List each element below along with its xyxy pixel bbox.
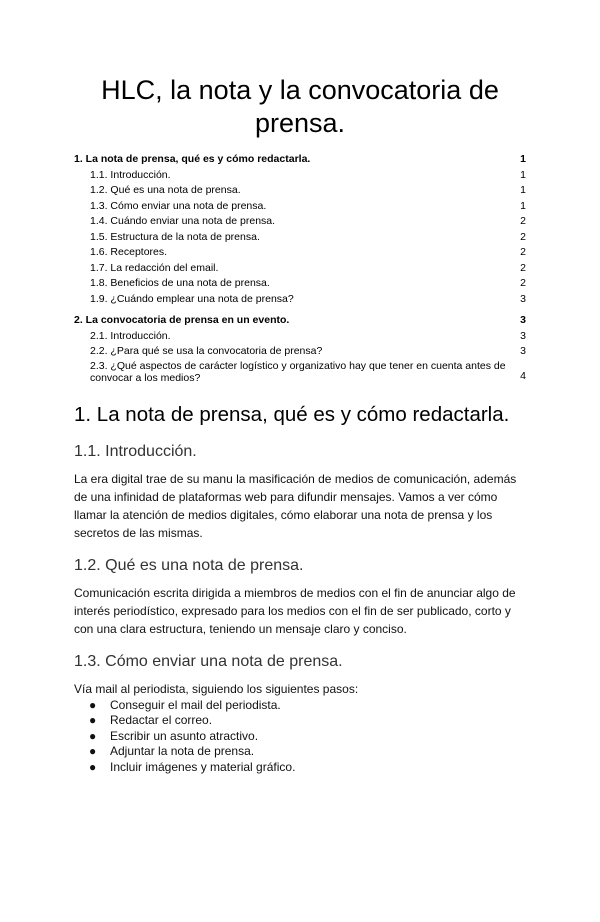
toc-entry-page: 1 [520, 199, 526, 212]
toc-entry-1-8[interactable] [74, 276, 526, 292]
toc-entry-page: 3 [520, 345, 526, 357]
toc-entry-1-9[interactable] [74, 292, 526, 308]
toc-entry-2-3[interactable] [74, 360, 526, 385]
heading-section-1: 1. La nota de prensa, qué es y cómo redactarla. [74, 402, 510, 426]
toc-entry-2-2[interactable] [74, 344, 526, 360]
toc-entry-page: 4 [520, 370, 526, 382]
toc-entry-page: 2 [520, 277, 526, 289]
toc-entry-label: 1. La nota de prensa, qué es y cómo redactarla. [74, 153, 311, 165]
toc-entry-label: 1.1. Introducción. [90, 168, 171, 181]
toc-entry-label: 2.3. ¿Qué aspectos de carácter logístico y organizativo hay que tener en cuenta antes de convocar a los medios? [90, 359, 506, 384]
heading-1-3: 1.3. Cómo enviar una nota de prensa. [74, 652, 343, 670]
toc-entry-label: 2. La convocatoria de prensa en un evento. [74, 314, 290, 326]
toc-entry-1-2[interactable] [74, 183, 526, 199]
bullet-icon: ● [89, 728, 97, 743]
heading-1-2: 1.2. Qué es una nota de prensa. [74, 556, 304, 574]
bullet-icon: ● [89, 713, 97, 727]
toc-entry-page: 2 [520, 261, 526, 274]
list-item [89, 760, 526, 776]
list-item [89, 698, 526, 714]
list-item [89, 744, 526, 760]
list-item-text: Conseguir el mail del periodista. [110, 697, 281, 712]
toc-entry-label: 1.9. ¿Cuándo emplear una nota de prensa? [90, 292, 294, 305]
toc-entry-label: 1.5. Estructura de la nota de prensa. [90, 230, 260, 243]
toc-entry-label: 2.1. Introducción. [90, 329, 171, 342]
heading-1-1: 1.1. Introducción. [74, 442, 197, 460]
list-item [89, 729, 526, 745]
toc-entry-label: 1.6. Receptores. [90, 246, 168, 258]
list-item-text: Redactar el correo. [110, 713, 213, 727]
toc-entry-section-2[interactable] [74, 313, 526, 329]
toc-entry-page: 3 [520, 329, 526, 342]
toc-entry-page: 1 [520, 153, 526, 165]
toc-entry-label: 2.2. ¿Para qué se usa la convocatoria de prensa? [90, 345, 323, 357]
toc-entry-label: 1.3. Cómo enviar una nota de prensa. [90, 199, 267, 212]
toc-entry-page: 3 [520, 314, 526, 326]
toc-entry-page: 1 [520, 168, 526, 181]
toc-entry-section-1[interactable] [74, 152, 526, 168]
document-page [0, 74, 600, 922]
list-item-text: Incluir imágenes y material gráfico. [110, 759, 296, 774]
list-item-text: Adjuntar la nota de prensa. [110, 744, 255, 758]
toc-entry-label: 1.2. Qué es una nota de prensa. [90, 184, 241, 196]
toc-entry-page: 1 [520, 184, 526, 196]
paragraph-que-es: Comunicación escrita dirigida a miembros de medios con el fin de anunciar algo de interés periodístico, expresado para los medios con el fin de ser publicado, corto y con una clara estructura, teniendo un mensaje claro y conciso. [74, 585, 516, 636]
toc-entry-1-5[interactable] [74, 230, 526, 246]
toc-entry-label: 1.8. Beneficios de una nota de prensa. [90, 277, 270, 289]
toc-entry-label: 1.7. La redacción del email. [90, 261, 219, 274]
bullet-icon: ● [89, 697, 97, 712]
list-item-text: Escribir un asunto atractivo. [110, 728, 259, 743]
paragraph-introduccion: La era digital trae de su manu la masificación de medios de comunicación, además de una infinidad de plataformas web para difundir mensajes. Vamos a ver cómo llamar la atención de medios digitales, cómo elaborar una nota de prensa y los secretos de las mismas. [74, 471, 517, 540]
document-title: HLC, la nota y la convocatoria de prensa. [101, 75, 499, 138]
table-of-contents [74, 152, 526, 385]
toc-entry-label: 1.4. Cuándo enviar una nota de prensa. [90, 215, 276, 227]
toc-entry-page: 2 [520, 230, 526, 243]
bullet-icon: ● [89, 744, 97, 758]
toc-entry-1-1[interactable] [74, 168, 526, 184]
list-item [89, 713, 526, 729]
toc-entry-1-7[interactable] [74, 261, 526, 277]
bullet-icon: ● [89, 759, 97, 774]
steps-list [74, 698, 526, 776]
toc-entry-page: 3 [520, 292, 526, 305]
paragraph-como-enviar-intro: Vía mail al periodista, siguiendo los siguientes pasos: [74, 681, 359, 696]
toc-entry-1-4[interactable] [74, 214, 526, 230]
toc-entry-page: 2 [520, 246, 526, 258]
toc-entry-1-6[interactable] [74, 245, 526, 261]
toc-entry-2-1[interactable] [74, 329, 526, 345]
toc-entry-page: 2 [520, 215, 526, 227]
toc-entry-1-3[interactable] [74, 199, 526, 215]
